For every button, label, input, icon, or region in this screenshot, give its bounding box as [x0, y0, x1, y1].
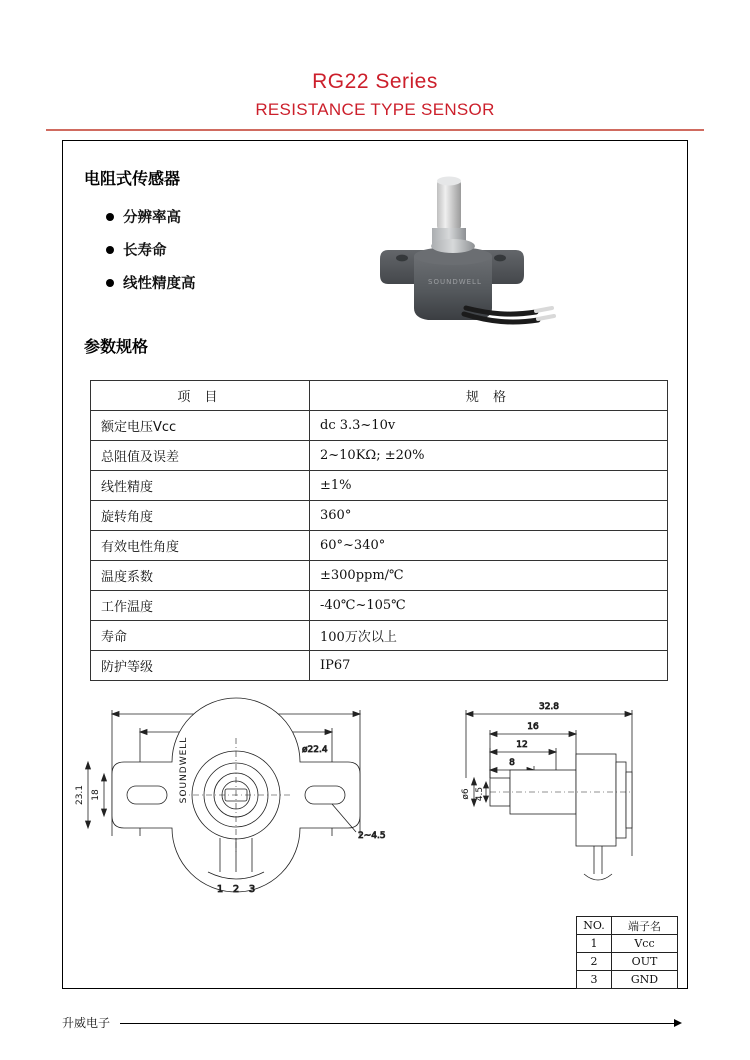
- spec-value: -40℃~105℃: [310, 591, 668, 621]
- pin-label-3: 3: [248, 884, 256, 895]
- terminal-name: Vcc: [612, 935, 678, 953]
- table-header-row: [91, 381, 668, 411]
- spec-value: 360°: [310, 501, 668, 531]
- feature-label: 长寿命: [123, 243, 167, 259]
- dim-overall-depth: 32.8: [538, 702, 560, 712]
- spec-value: 100万次以上: [310, 621, 668, 651]
- spec-value: 60°~340°: [310, 531, 668, 561]
- pin-label-1: 1: [216, 884, 224, 895]
- terminal-no: 3: [577, 971, 612, 989]
- spec-table: [90, 380, 668, 681]
- spec-heading: 参数规格: [84, 337, 149, 356]
- spec-item: 工作温度: [91, 591, 310, 621]
- column-header-value: 规 格: [310, 381, 668, 411]
- column-header-no: NO.: [577, 917, 612, 935]
- svg-text:SOUNDWELL: SOUNDWELL: [428, 278, 482, 286]
- spec-item: 防护等级: [91, 651, 310, 681]
- dim-shaft-dia: ø22.4: [302, 745, 328, 755]
- footer-arrow-icon: [674, 1019, 682, 1027]
- company-name: 升威电子: [62, 1016, 111, 1030]
- feature-label: 分辨率高: [123, 210, 181, 226]
- table-row: [91, 561, 668, 591]
- bullet-dot-icon: [106, 246, 114, 254]
- list-item: [106, 272, 196, 293]
- table-row: [91, 411, 668, 441]
- page-header: [0, 70, 750, 120]
- spec-value: ±1%: [310, 471, 668, 501]
- dim-8: 8: [509, 758, 515, 768]
- spec-item: 总阻值及误差: [91, 441, 310, 471]
- table-row: [577, 971, 678, 989]
- dim-hole: 2~4.5: [358, 831, 386, 841]
- bullet-dot-icon: [106, 213, 114, 221]
- dim-overall-height: 23.1: [75, 784, 85, 806]
- footer-divider: [120, 1023, 680, 1024]
- table-row: [577, 953, 678, 971]
- product-heading: 电阻式传感器: [84, 169, 181, 188]
- terminal-no: 1: [577, 935, 612, 953]
- column-header-item: 项 目: [91, 381, 310, 411]
- pin-label-2: 2: [232, 884, 240, 895]
- spec-item: 线性精度: [91, 471, 310, 501]
- table-header-row: [577, 917, 678, 935]
- dim-16: 16: [527, 722, 539, 732]
- spec-item: 额定电压Vcc: [91, 411, 310, 441]
- table-row: [91, 501, 668, 531]
- spec-value: IP67: [310, 651, 668, 681]
- table-row: [91, 531, 668, 561]
- spec-item: 有效电性角度: [91, 531, 310, 561]
- product-photo: [340, 158, 590, 338]
- feature-label: 线性精度高: [123, 276, 196, 292]
- spec-value: dc 3.3~10v: [310, 411, 668, 441]
- page-footer: [62, 1014, 688, 1034]
- list-item: [106, 206, 196, 227]
- terminal-table: [576, 916, 678, 989]
- terminal-name: OUT: [612, 953, 678, 971]
- dim-inner-height: 18: [91, 789, 101, 801]
- page-title: RG22 Series: [312, 70, 438, 93]
- spec-value: 2~10KΩ; ±20%: [310, 441, 668, 471]
- dim-12: 12: [516, 740, 528, 750]
- brand-label: SOUNDWELL: [179, 736, 189, 804]
- spec-item: 寿命: [91, 621, 310, 651]
- header-divider: [46, 129, 704, 131]
- terminal-name: GND: [612, 971, 678, 989]
- dim-shaft-dia-side: ø6: [461, 788, 471, 800]
- table-row: [91, 471, 668, 501]
- table-row: [91, 591, 668, 621]
- terminal-no: 2: [577, 953, 612, 971]
- table-row: [91, 621, 668, 651]
- table-row: [91, 441, 668, 471]
- table-row: [577, 935, 678, 953]
- page-subtitle: RESISTANCE TYPE SENSOR: [255, 100, 495, 119]
- spec-value: ±300ppm/℃: [310, 561, 668, 591]
- spec-item: 温度系数: [91, 561, 310, 591]
- spec-item: 旋转角度: [91, 501, 310, 531]
- dim-shaft-flat: 4.5: [475, 786, 485, 802]
- list-item: [106, 239, 196, 260]
- bullet-dot-icon: [106, 279, 114, 287]
- feature-list: [106, 206, 196, 305]
- table-row: [91, 651, 668, 681]
- column-header-name: 端子名: [612, 917, 678, 935]
